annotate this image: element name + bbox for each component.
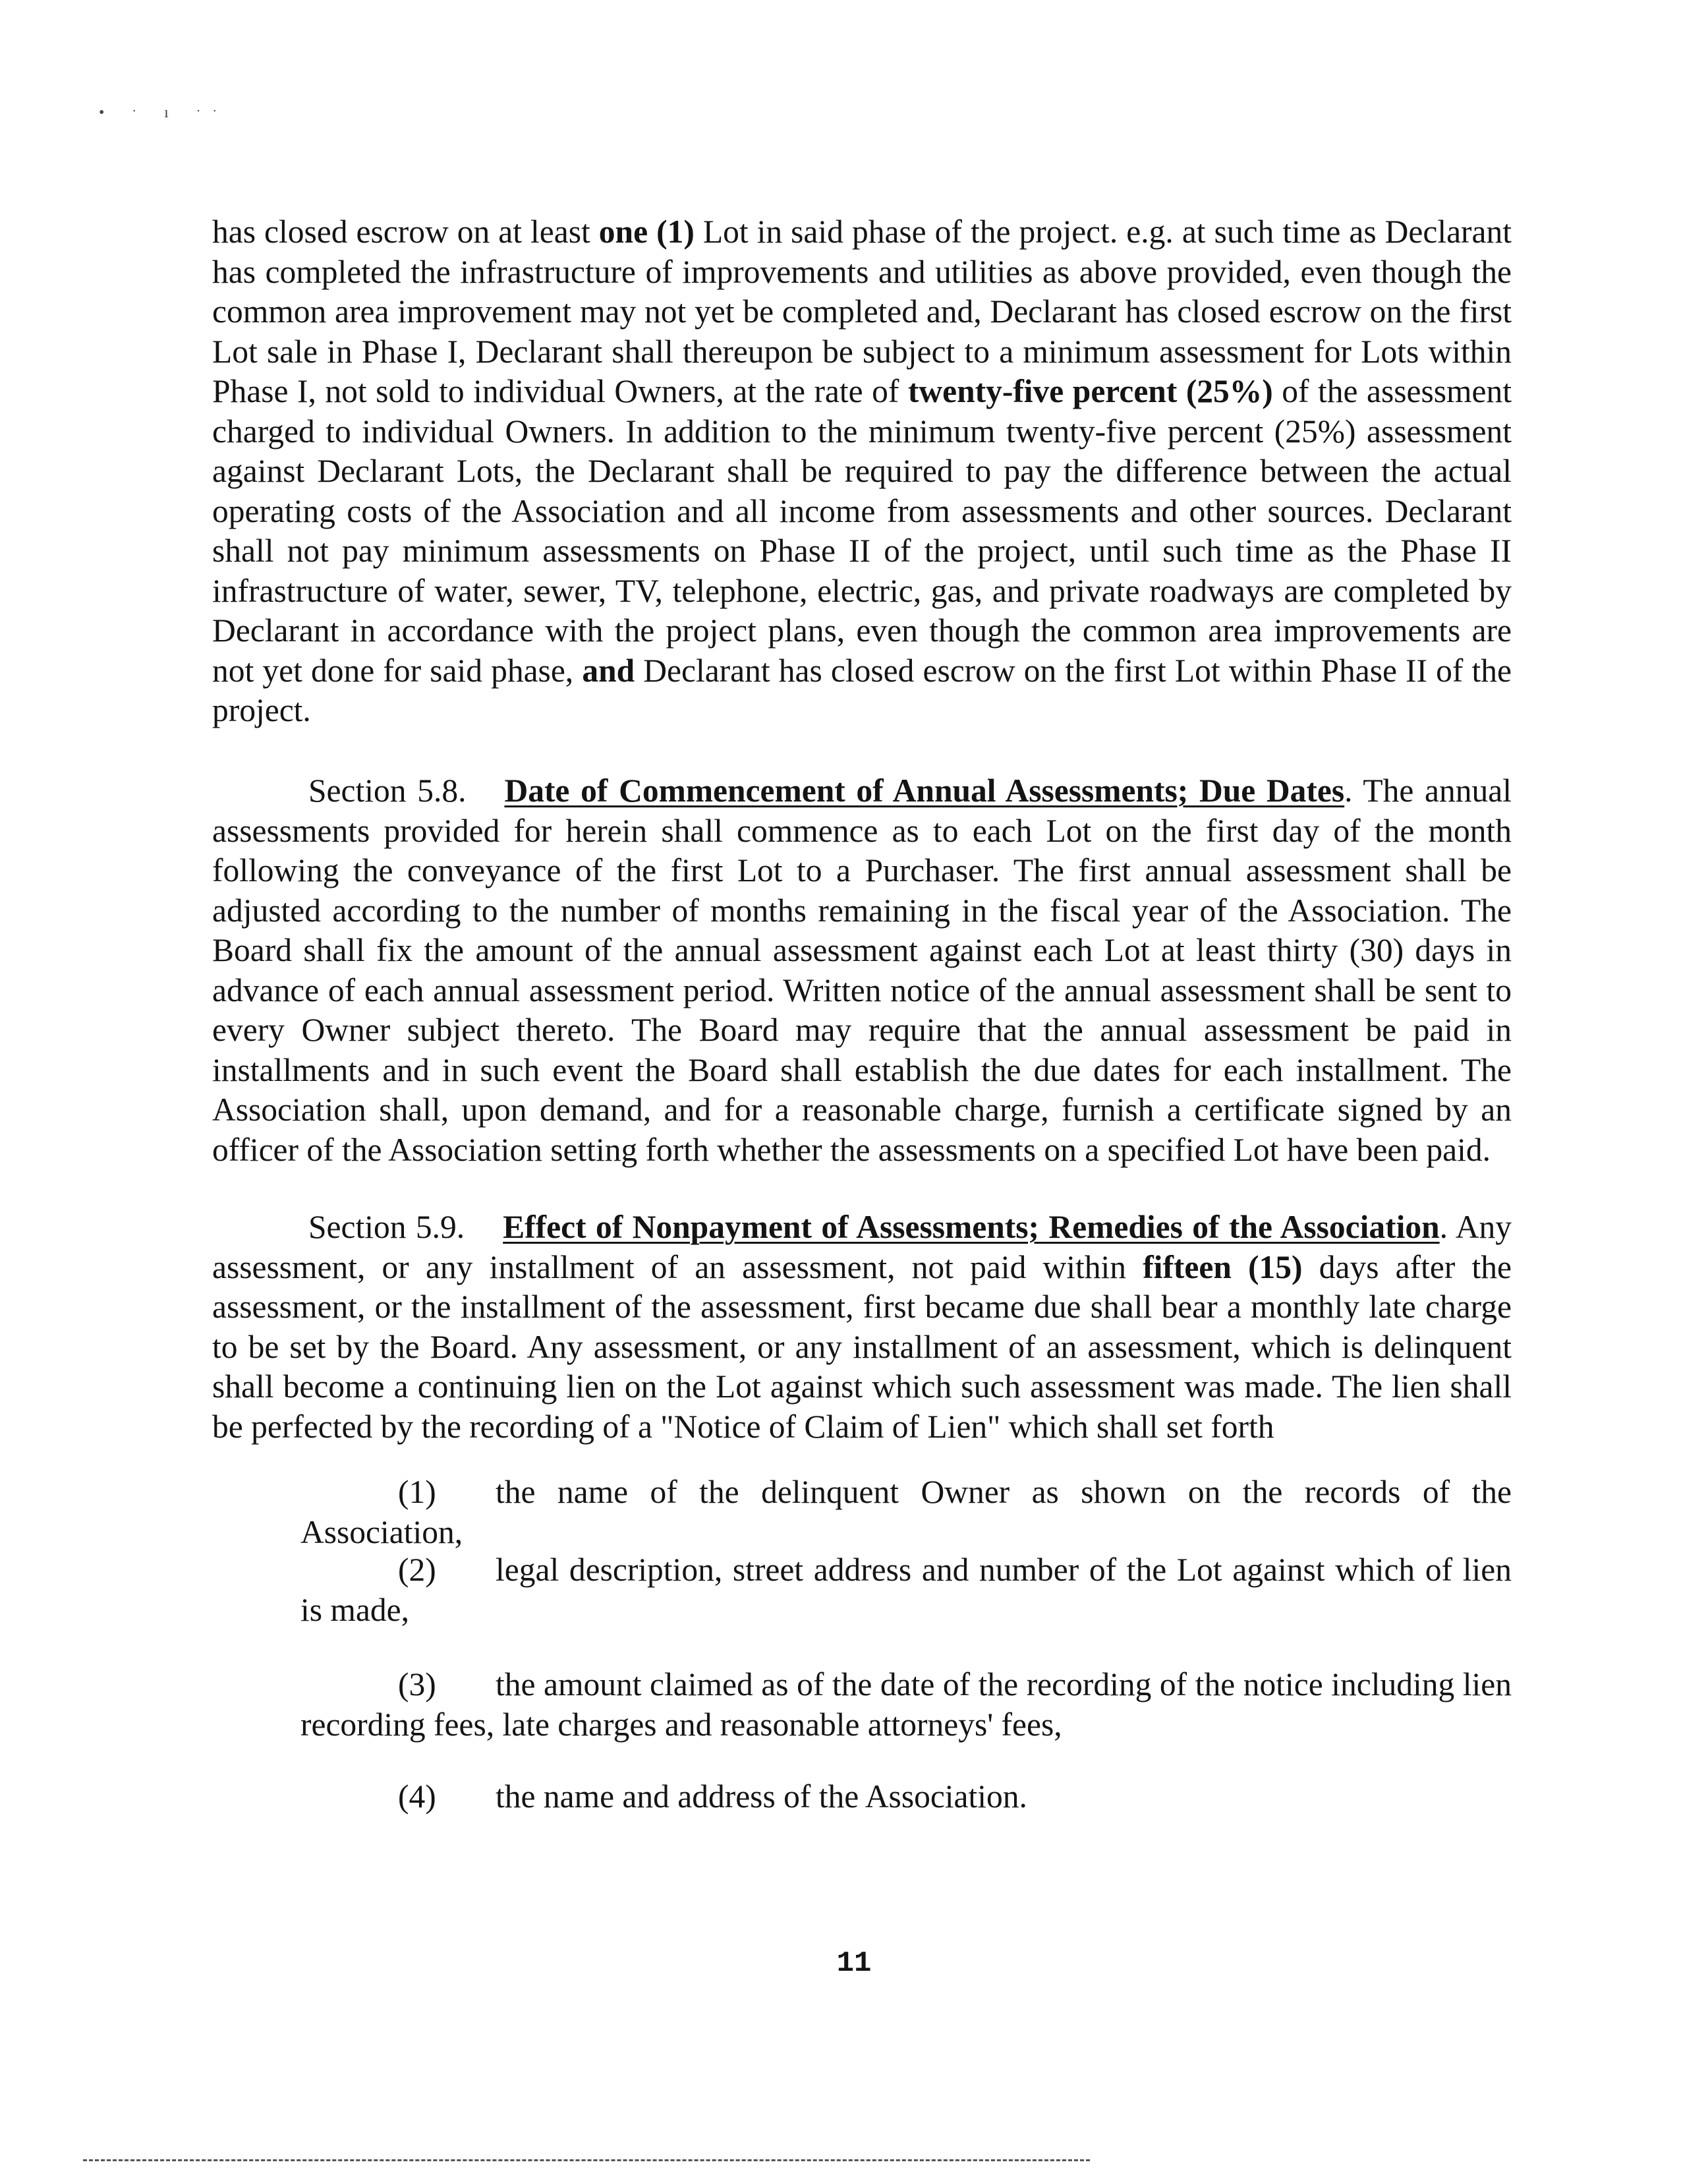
lien-item-number: (1) [398,1474,436,1510]
section-label: Section 5.9. [308,1209,465,1245]
section-text: . Any assessment, or any installment of an assessment, not paid within [212,1209,1512,1285]
bold-run: fifteen (15) [1143,1248,1303,1285]
lien-item-text: the amount claimed as of the date of the recording of the notice including lien recording fees, late charges and reasonable attorneys' fees, [300,1666,1512,1743]
lien-item-text: the name and address of the Association. [496,1778,1027,1815]
lien-item-text: the name of the delinquent Owner as shown on the records of the Association, [300,1474,1512,1550]
lien-item-number: (4) [398,1778,436,1815]
section-text: days after the assessment, or the installment of the assessment, first became due shall bear a monthly late charge to be set by the Board. Any assessment, or any installment of an assessment, which is delinquent shall become a continuing lien on the Lot against which such assessment was made. The lien shall be perfected by the recording of a "Notice of Claim of Lien" which shall set forth [212,1248,1512,1445]
section-5-8 [212,771,1512,1170]
page-number: 11 [836,1947,872,1980]
bold-run: twenty-five percent (25%) [907,373,1273,409]
section-heading: Date of Commencement of Annual Assessments; Due Dates [504,772,1345,809]
lien-item [300,1550,1512,1630]
section-heading: Effect of Nonpayment of Assessments; Remedies of the Association [503,1209,1440,1245]
text-run: Declarant has closed escrow on the first Lot within Phase II of the project. [212,652,1512,728]
section-label: Section 5.8. [308,772,467,809]
scan-marks: • ˑ ı ˑˑ [99,104,229,121]
scan-edge-line [83,2159,1090,2161]
bold-run: one (1) [598,214,695,250]
section-text: . The annual assessments provided for herein shall commence as to each Lot on the first day of the month following the conveyance of the first Lot to a Purchaser. The first annual assessment shall be adjusted according to the number of months remaining in the fiscal year of the Association. The Board shall fix the amount of the annual assessment against each Lot at least thirty (30) days in advance of each annual assessment period. Written notice of the annual assessment shall be sent to every Owner subject thereto. The Board may require that the annual assessment be paid in installments and in such event the Board shall establish the due dates for each installment. The Association shall, upon demand, and for a reasonable charge, furnish a certificate signed by an officer of the Association setting forth whether the assessments on a specified Lot have been paid. [212,772,1512,1168]
lien-item [300,1777,1512,1817]
lien-item-number: (3) [398,1666,436,1703]
lien-item [300,1472,1512,1552]
lien-item-text: legal description, street address and number of the Lot against which of lien is made, [300,1552,1512,1628]
section-5-9 [212,1208,1512,1447]
bold-run: and [582,652,635,689]
text-run: has closed escrow on at least [212,214,599,250]
text-run: of the assessment charged to individual Owners. In addition to the minimum twenty-five percent (25%) assessment against Declarant Lots, the Declarant shall be required to pay the difference between the actual operating costs of the Association and all income from assessments and other sources. Declarant shall not pay minimum assessments on Phase II of the project, until such time as the Phase II infrastructure of water, sewer, TV, telephone, electric, gas, and private roadways are completed by Declarant in accordance with the project plans, even though the common area improvements are not yet done for said phase, [212,373,1512,689]
paragraph-phase-assessment [212,212,1512,731]
text-run: Lot in said phase of the project. e.g. at such time as Declarant has completed the infrastructure of improvements and utilities as above provided, even though the common area improvement may not yet be completed and, Declarant has closed escrow on the first Lot sale in Phase I, Declarant shall thereupon be subject to a minimum assessment for Lots within Phase I, not sold to individual Owners, at the rate of [212,214,1512,409]
lien-item [300,1665,1512,1745]
lien-item-number: (2) [398,1552,436,1588]
